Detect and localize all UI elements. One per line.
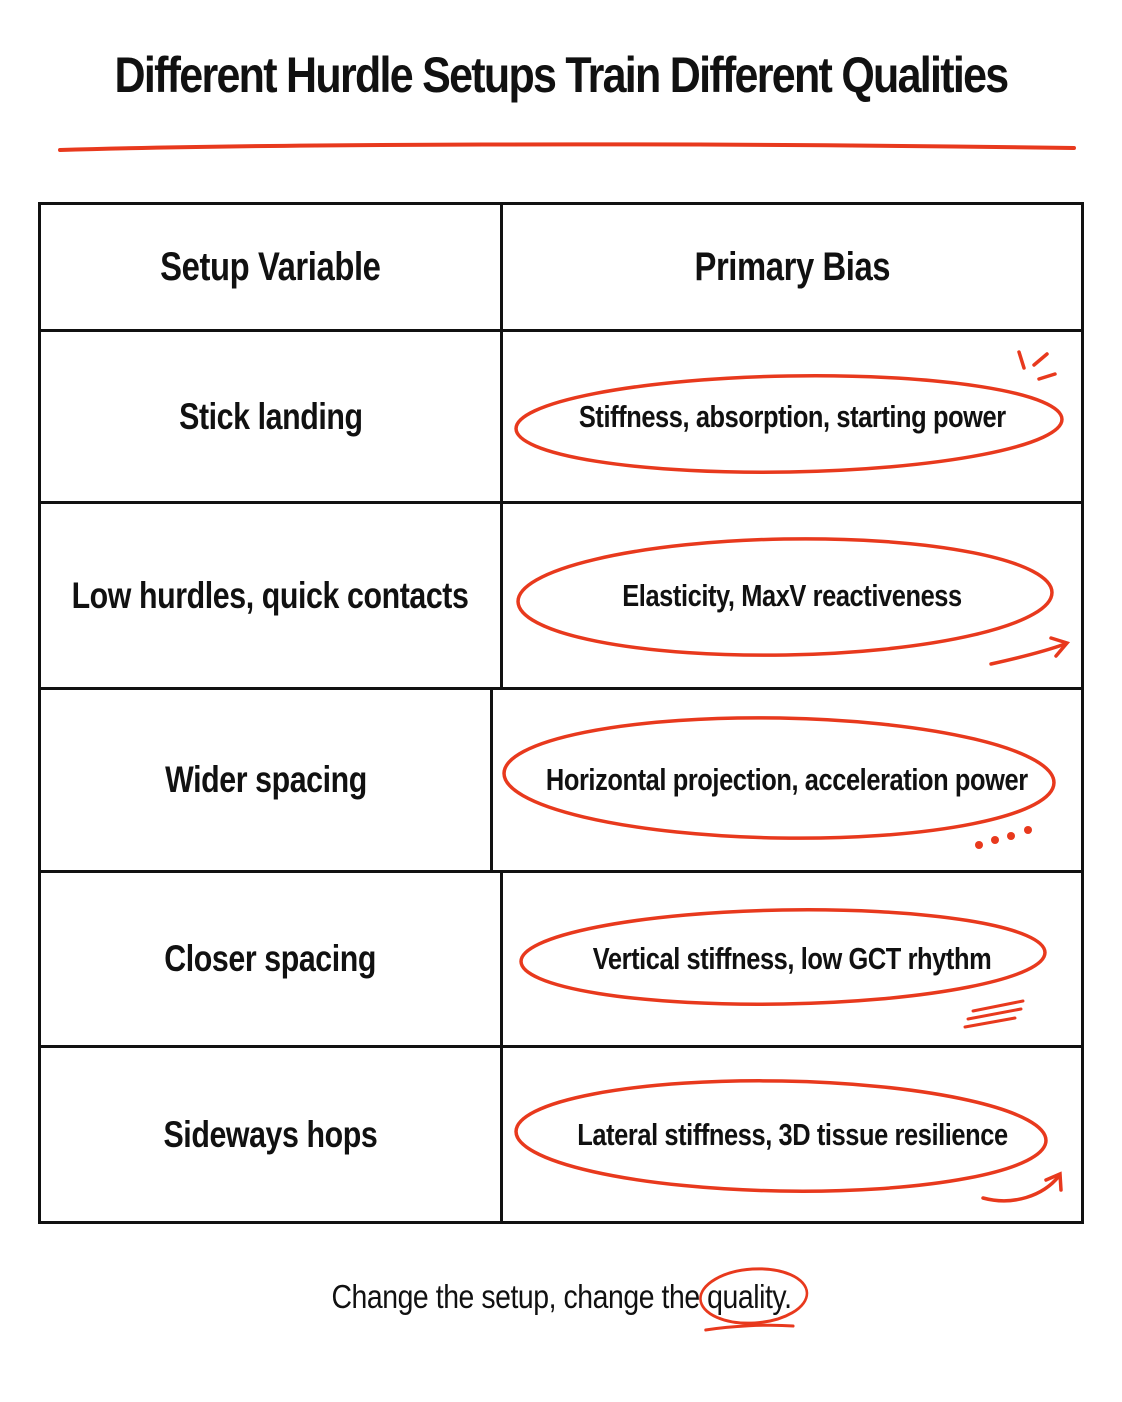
table-row [41,687,1081,870]
arrow-doodle [991,638,1067,664]
table-row [41,329,1081,501]
table-row [41,501,1081,687]
variable-label: Wider spacing [164,759,367,800]
variable-label: Sideways hops [163,1113,378,1155]
bias-label: Lateral stiffness, 3D tissue resilience [576,1116,1008,1152]
speed-lines-doodle [965,1001,1023,1027]
variable-label: Stick landing [178,395,363,437]
highlight-circle [696,1264,816,1344]
dots-doodle [975,826,1032,849]
header-variable-label: Setup Variable [160,244,381,289]
header-bias-label: Primary Bias [694,244,890,289]
variable-cell [41,332,503,501]
variable-cell [41,873,503,1045]
bias-cell [503,332,1081,501]
footer-caption [0,1278,1122,1316]
table-row [41,870,1081,1045]
variable-label: Closer spacing [164,938,377,979]
bias-cell [503,873,1081,1045]
bias-label: Vertical stiffness, low GCT rhythm [592,941,992,976]
spark-marks [1019,352,1055,379]
bias-label: Stiffness, absorption, starting power [578,398,1006,434]
header-cell-variable [41,205,503,329]
page-title: Different Hurdle Setups Train Different Qualities [114,47,1008,103]
variable-cell [41,690,493,870]
footer-text: Change the setup, change the [330,1278,707,1315]
header-cell-bias [503,205,1081,329]
footer-highlight-word: quality. [706,1278,792,1315]
variable-label: Low hurdles, quick contacts [72,574,469,616]
bias-label: Elasticity, MaxV reactiveness [622,577,962,613]
footer-highlight [707,1278,791,1316]
bias-cell [503,1048,1081,1221]
variable-cell [41,504,503,687]
title-underline [56,138,1080,158]
bias-cell [503,504,1081,687]
setup-table [38,202,1084,1224]
bias-label: Horizontal projection, acceleration power [546,762,1029,797]
variable-cell [41,1048,503,1221]
bias-cell [493,690,1081,870]
table-row [41,1045,1081,1221]
curved-arrow-doodle [983,1174,1061,1201]
header-row [41,205,1081,329]
